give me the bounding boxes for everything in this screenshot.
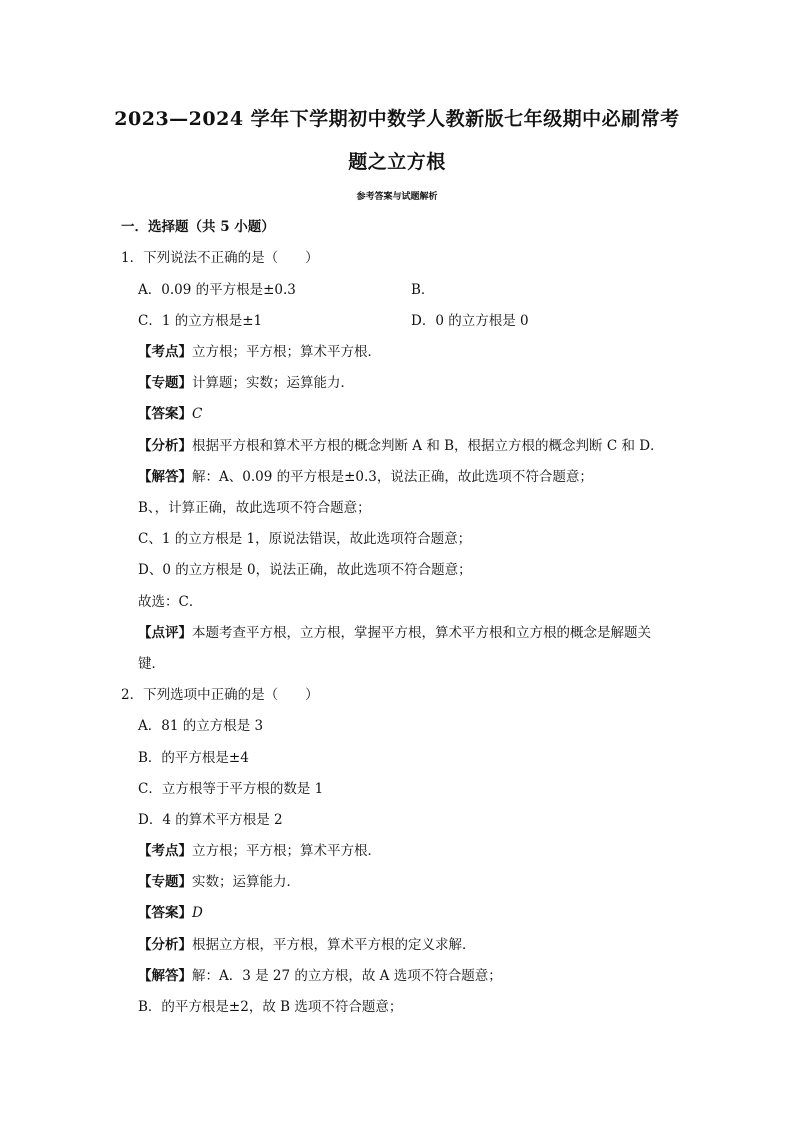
- q1-daan: [138, 405, 202, 423]
- q2-option-a: A．81 的立方根是 3: [138, 718, 264, 734]
- q2-jieda-text2: B．的平方根是±2，故 B 选项不符合题意；: [138, 999, 403, 1015]
- q2-jieda-text1: 解：A．3 是 27 的立方根，故 A 选项不符合题意；: [192, 968, 502, 984]
- q1-fenxi: [138, 437, 664, 455]
- q1-option-b: B．: [411, 282, 435, 298]
- section-heading: 一．选择题（共 5 小题）: [121, 219, 275, 235]
- q2-option-d: D．4 的算术平方根是 2: [138, 812, 283, 828]
- q1-zhuanti-text: 计算题；实数；运算能力．: [192, 375, 354, 391]
- q1-dianping: [138, 624, 651, 642]
- q1-dianping-tag: 【点评】: [138, 625, 192, 641]
- q2-zhuanti-text: 实数；运算能力．: [192, 874, 300, 890]
- q1-option-a: A．0.09 的平方根是±0.3: [138, 282, 296, 298]
- q1-jieda-text2: B、，计算正确，故此选项不符合题意；: [138, 500, 371, 516]
- q1-fenxi-text: 根据平方根和算术平方根的概念判断 A 和 B，根据立方根的概念判断 C 和 D．: [192, 438, 664, 454]
- q1-option-d: D．0 的立方根是 0: [411, 313, 529, 329]
- q1-dianping-text1: 本题考查平方根，立方根，掌握平方根，算术平方根和立方根的概念是解题关: [192, 625, 651, 641]
- q2-kaodian: [138, 842, 381, 860]
- q2-kaodian-tag: 【考点】: [138, 843, 192, 859]
- q2-option-c: C．立方根等于平方根的数是 1: [138, 781, 324, 797]
- doc-title-line2: 题之立方根: [348, 151, 446, 173]
- q1-jieda-tag: 【解答】: [138, 469, 192, 485]
- q1-kaodian-tag: 【考点】: [138, 344, 192, 360]
- doc-title-line1: 2023—2024 学年下学期初中数学人教新版七年级期中必刷常考: [114, 108, 680, 130]
- q2-fenxi-tag: 【分析】: [138, 937, 192, 953]
- q2-zhuanti-tag: 【专题】: [138, 874, 192, 890]
- q2-jieda-tag: 【解答】: [138, 968, 192, 984]
- q1-zhuanti-tag: 【专题】: [138, 375, 192, 391]
- q2-kaodian-text: 立方根；平方根；算术平方根．: [192, 843, 381, 859]
- q2-zhuanti: [138, 873, 300, 891]
- q1-dianping-text2: 键．: [138, 656, 165, 672]
- q1-jieda-text5: 故选：C．: [138, 594, 203, 610]
- q1-kaodian: [138, 343, 381, 361]
- q1-jieda-text4: D、0 的立方根是 0，说法正确，故此选项不符合题意；: [138, 562, 472, 578]
- q1-jieda-text1: 解：A、0.09 的平方根是±0.3，说法正确，故此选项不符合题意；: [192, 469, 593, 485]
- q1-kaodian-text: 立方根；平方根；算术平方根．: [192, 344, 381, 360]
- doc-subtitle: 参考答案与试题解析: [356, 192, 438, 202]
- q2-jieda: [138, 967, 502, 985]
- q1-zhuanti: [138, 374, 354, 392]
- q1-stem: 1．下列说法不正确的是（ ）: [121, 250, 319, 266]
- q2-option-b: B．的平方根是±4: [138, 750, 249, 766]
- q2-fenxi: [138, 936, 476, 954]
- q1-jieda-text3: C、1 的立方根是 1，原说法错误，故此选项符合题意；: [138, 531, 472, 547]
- q2-daan: [138, 904, 203, 922]
- q2-daan-tag: 【答案】: [138, 905, 192, 921]
- q1-daan-tag: 【答案】: [138, 406, 192, 422]
- q2-stem: 2．下列选项中正确的是（ ）: [121, 687, 319, 703]
- q1-fenxi-tag: 【分析】: [138, 438, 192, 454]
- q2-daan-text: D: [192, 905, 203, 921]
- q1-jieda: [138, 468, 593, 486]
- q1-daan-text: C: [192, 406, 203, 422]
- q2-fenxi-text: 根据立方根，平方根，算术平方根的定义求解．: [192, 937, 476, 953]
- q1-option-c: C．1 的立方根是±1: [138, 313, 263, 329]
